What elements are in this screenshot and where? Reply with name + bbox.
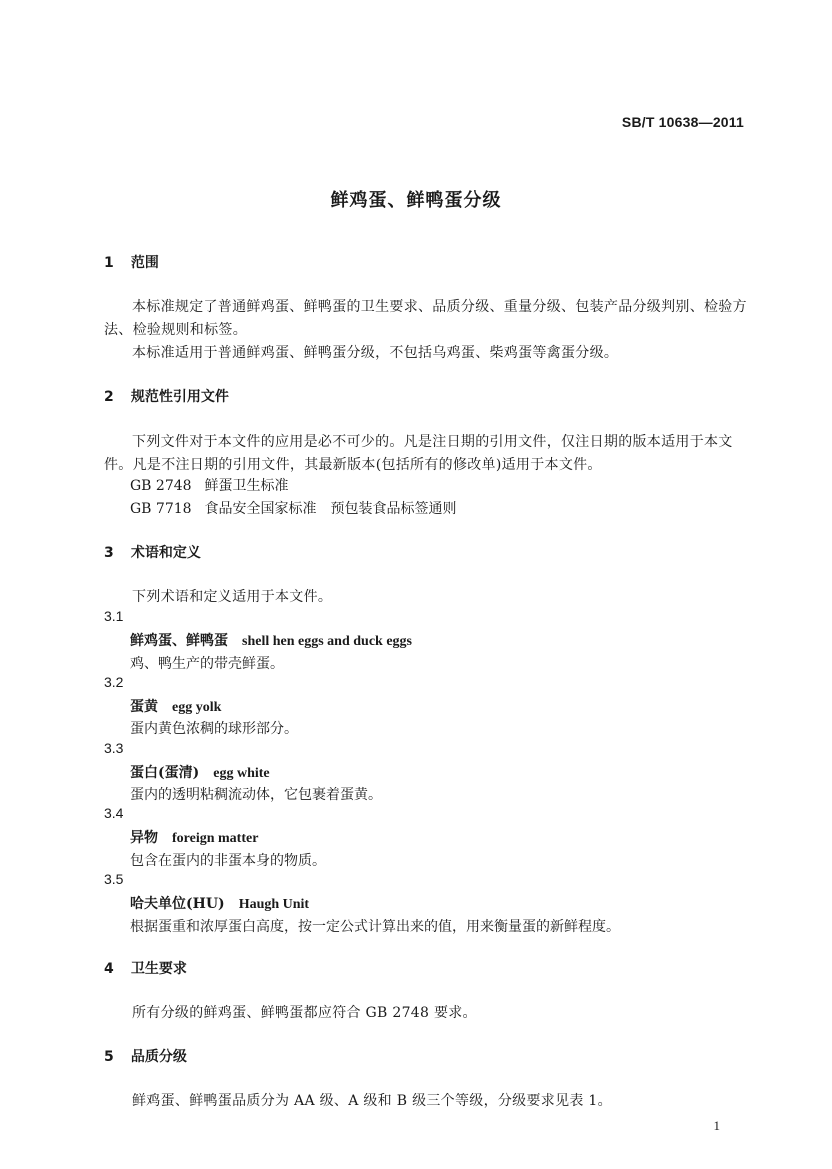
subclause-number: 3.3 (104, 740, 124, 756)
reference-code: GB 7718 (130, 501, 192, 517)
reference-name: 食品安全国家标准 预包装食品标签通则 (204, 501, 457, 517)
term-en: shell hen eggs and duck eggs (242, 634, 412, 649)
subclause-number: 3.1 (104, 608, 124, 624)
section-title: 卫生要求 (130, 961, 187, 977)
term-zh: 鲜鸡蛋、鲜鸭蛋 (130, 633, 228, 649)
term-zh: 哈夫单位(HU) (130, 896, 225, 912)
paragraph: 本标准适用于普通鲜鸡蛋、鲜鸭蛋分级，不包括乌鸡蛋、柴鸡蛋等禽蛋分级。 (132, 345, 619, 361)
term-en: Haugh Unit (238, 897, 310, 912)
paragraph: 鲜鸡蛋、鲜鸭蛋品质分为 AA 级、A 级和 B 级三个等级，分级要求见表 1。 (132, 1093, 612, 1109)
section-number: 5 (104, 1049, 114, 1065)
section-2-heading (104, 386, 229, 406)
reference-item (130, 475, 288, 495)
section-4-heading (104, 958, 187, 978)
term-entry (130, 762, 270, 782)
paragraph: 下列术语和定义适用于本文件。 (132, 589, 333, 605)
term-entry (130, 696, 221, 716)
term-entry (130, 893, 309, 913)
section-title: 规范性引用文件 (130, 389, 229, 405)
term-en: egg yolk (172, 700, 222, 715)
document-number: SB/T 10638—2011 (621, 114, 744, 130)
term-en: egg white (213, 766, 270, 781)
page-number: 1 (713, 1118, 720, 1133)
term-definition: 包含在蛋内的非蛋本身的物质。 (130, 853, 326, 869)
section-number: 1 (104, 255, 114, 271)
section-number: 4 (104, 961, 114, 977)
term-entry (130, 630, 412, 650)
term-definition: 根据蛋重和浓厚蛋白高度，按一定公式计算出来的值，用来衡量蛋的新鲜程度。 (130, 919, 620, 935)
paragraph: 所有分级的鲜鸡蛋、鲜鸭蛋都应符合 GB 2748 要求。 (132, 1005, 477, 1021)
paragraph: 下列文件对于本文件的应用是必不可少的。凡是注日期的引用文件，仅注日期的版本适用于本文件。凡是不注日期的引用文件，其最新版本(包括所有的修改单)适用于本文件。 (104, 434, 733, 473)
section-5-heading (104, 1046, 187, 1066)
term-zh: 蛋黄 (130, 699, 158, 715)
subclause-number: 3.5 (104, 871, 124, 887)
section-3-heading (104, 542, 201, 562)
section-title: 范围 (130, 255, 159, 271)
term-entry (130, 827, 258, 847)
section-number: 2 (104, 389, 114, 405)
section-title: 品质分级 (130, 1049, 187, 1065)
section-title: 术语和定义 (130, 545, 201, 561)
term-en: foreign matter (172, 831, 259, 846)
paragraph: 本标准规定了普通鲜鸡蛋、鲜鸭蛋的卫生要求、品质分级、重量分级、包装产品分级判别、检验方法、检验规则和标签。 (104, 299, 747, 338)
term-zh: 蛋白(蛋清) (130, 765, 200, 781)
term-definition: 蛋内的透明粘稠流动体，它包裹着蛋黄。 (130, 787, 382, 803)
subclause-number: 3.2 (104, 674, 124, 690)
section-1-heading (104, 252, 159, 272)
reference-item (130, 498, 456, 518)
term-definition: 蛋内黄色浓稠的球形部分。 (130, 721, 298, 737)
term-zh: 异物 (130, 830, 158, 846)
subclause-number: 3.4 (104, 805, 124, 821)
section-number: 3 (104, 545, 114, 561)
page-title: 鲜鸡蛋、鲜鸭蛋分级 (330, 190, 502, 211)
reference-name: 鲜蛋卫生标准 (204, 478, 289, 494)
reference-code: GB 2748 (130, 478, 192, 494)
term-definition: 鸡、鸭生产的带壳鲜蛋。 (130, 656, 284, 672)
